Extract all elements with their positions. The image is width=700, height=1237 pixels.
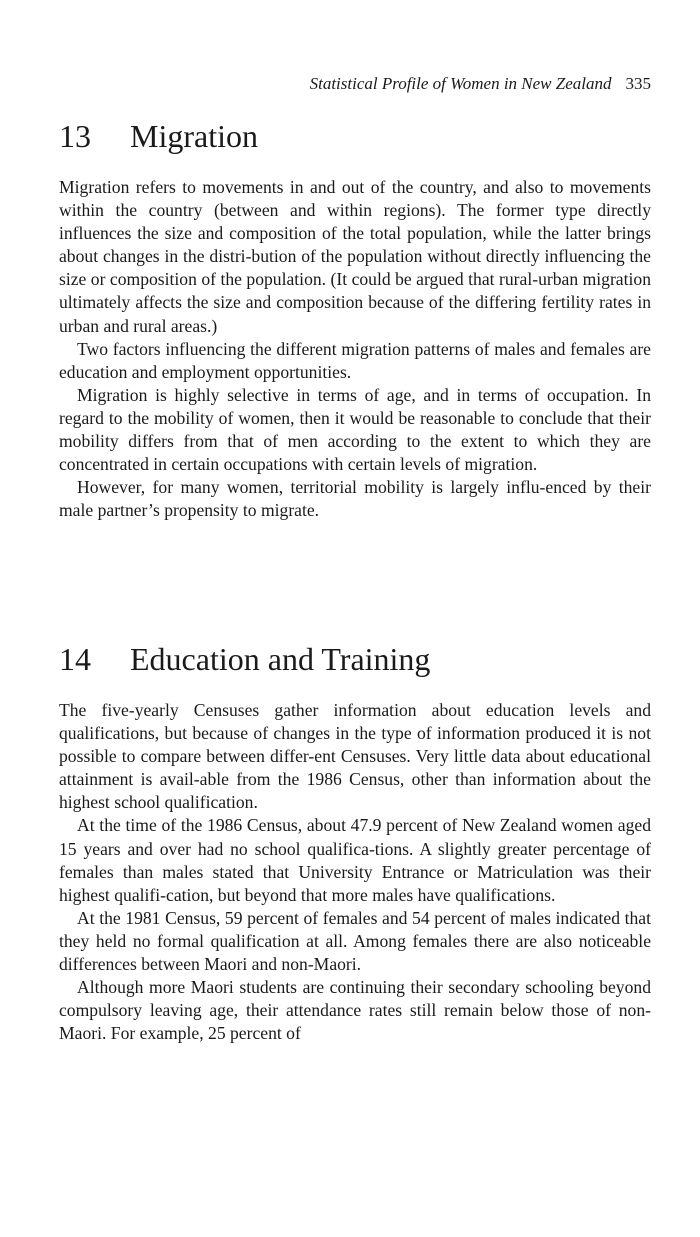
paragraph: Two factors influencing the different migration patterns of males and females are education and employment opportunities.	[59, 338, 651, 382]
paragraph: Although more Maori students are continuing their secondary schooling beyond compulsory leaving age, their attendance rates still remain below those of non-Maori. For example, 25 percent of	[59, 977, 651, 1044]
section-heading-education	[59, 641, 430, 677]
section-title: Education and Training	[130, 641, 431, 677]
paragraph: However, for many women, territorial mobility is largely influ-enced by their male partner’s propensity to migrate.	[59, 477, 651, 521]
paragraph: At the time of the 1986 Census, about 47.9 percent of New Zealand women aged 15 years and over had no school qualifica-tions. A slightly greater percentage of females than males stated that University Entrance or Matriculation was their highest qualifi-cation, but beyond that more males have qualifications.	[59, 815, 651, 905]
section-number: 14	[59, 641, 91, 677]
section-body-migration	[59, 176, 651, 522]
running-head-title: Statistical Profile of Women in New Zealand	[309, 74, 612, 93]
section-number: 13	[59, 118, 91, 154]
running-head	[310, 74, 651, 94]
paragraph: The five-yearly Censuses gather information about education levels and qualifications, but because of changes in the type of information produced it is not possible to compare between differ-ent Censuses. Very little data about educational attainment is avail-able from the 1986 Census, other than information about the highest school qualification.	[59, 700, 651, 813]
paragraph: At the 1981 Census, 59 percent of females and 54 percent of males indicated that they held no formal qualification at all. Among females there are also noticeable differences between Maori and non-Maori.	[59, 907, 651, 975]
section-body-education	[59, 699, 651, 1045]
paragraph: Migration is highly selective in terms of age, and in terms of occupation. In regard to the mobility of women, then it would be reasonable to conclude that their mobility differs from that of men according to the extent to which they are concentrated in certain occupations with certain levels of migration.	[59, 384, 651, 475]
page-number: 335	[625, 74, 651, 93]
section-title: Migration	[130, 118, 258, 154]
section-heading-migration	[59, 118, 258, 154]
paragraph: Migration refers to movements in and out of the country, and also to movements within the country (between and within regions). The former type directly influences the size and composition of the total population, while the latter brings about changes in the distri-bution of the population without directly influencing the size or composition of the population. (It could be argued that rural-urban migration ultimately affects the size and composition because of the differing fertility rates in urban and rural areas.)	[59, 177, 651, 336]
